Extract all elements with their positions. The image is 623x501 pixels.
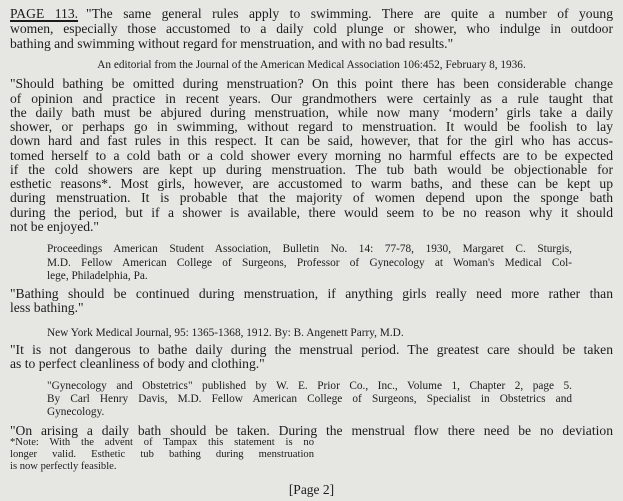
text-span: "The same general rules apply to swimming. There are quite a number of young bbox=[86, 6, 613, 21]
page-number-label: PAGE 113. bbox=[10, 6, 79, 21]
text-line: Proceedings American Student Association, Bulletin No. 14: 77-78, 1930, Margaret C. Sturgis, bbox=[47, 243, 572, 255]
text-line: An editorial from the Journal of the American Medical Association 106:452, February 8, 1936. bbox=[97, 59, 526, 71]
text-line: of opinion and practice in recent years. Our grandmothers were certainly as a rule taught that bbox=[10, 91, 613, 106]
text-line: if the cold showers are kept up during menstruation. The tub bath would be objectionable for bbox=[10, 162, 613, 177]
text-line: "It is not dangerous to bathe daily during the menstrual period. The greatest care should be taken bbox=[10, 342, 613, 357]
text-line: "Gynecology and Obstetrics" published by W. E. Prior Co., Inc., Volume 1, Chapter 2, page 5. bbox=[47, 380, 572, 392]
text-line: during menstruation. It is probable that the majority of women depend upon the sponge bath bbox=[10, 190, 613, 205]
text-line: down hard and fast rules in this respect. It can be said, however, that for the girl who has accus- bbox=[10, 133, 613, 148]
text-line: *Note: With the advent of Tampax this statement is no bbox=[10, 437, 314, 448]
text-line: tomed herself to a cold bath or a cold shower every morning no harmful effects are to be expected bbox=[10, 148, 613, 163]
text-line: as to perfect cleanliness of body and clothing." bbox=[10, 356, 265, 371]
text-line: esthetic reasons*. Most girls, however, are accustomed to warm baths, and these can be kept up bbox=[10, 176, 613, 191]
text-line: lege, Philadelphia, Pa. bbox=[47, 270, 148, 282]
text-line: "Should bathing be omitted during menstruation? On this point there has been considerable change bbox=[10, 76, 613, 91]
page-footer: [Page 2] bbox=[288, 482, 335, 497]
text-line: Gynecology. bbox=[47, 406, 105, 418]
text-line: longer valid. Esthetic tub bathing during menstruation bbox=[10, 449, 314, 460]
text-line: is now perfectly feasible. bbox=[10, 461, 117, 472]
text-line: not be enjoyed." bbox=[10, 219, 99, 234]
text-line bbox=[10, 6, 613, 22]
text-line: M.D. Fellow American College of Surgeons, Professor of Gynecology at Woman's Medical Col- bbox=[47, 257, 572, 269]
text-line: the daily bath must be abjured during menstruation, while now many ‘modern’ girls take a daily bbox=[10, 105, 613, 120]
text-line: New York Medical Journal, 95: 1365-1368, 1912. By: B. Angenett Parry, M.D. bbox=[47, 327, 404, 339]
text-line: less bathing." bbox=[10, 300, 84, 315]
text-line: bathing and swimming without regard for menstruation, and with no bad results." bbox=[10, 36, 454, 51]
text-line: "On arising a daily bath should be taken. During the menstrual flow there need be no deviation bbox=[10, 423, 613, 438]
text-line: during the period, but if a shower is available, there would seem to be no reason why it should bbox=[10, 205, 613, 220]
text-line: women, especially those accustomed to a daily cold plunge or shower, who indulge in outdoor bbox=[10, 21, 613, 36]
text-line: By Carl Henry Davis, M.D. Fellow American College of Surgeons, Specialist in Obstetrics and bbox=[47, 393, 572, 405]
text-line: "Bathing should be continued during menstruation, if anything girls really need more rather than bbox=[10, 286, 613, 301]
text-line: shower, or perhaps go in swimming, without regard to menstruation. It would be foolish to lay bbox=[10, 119, 613, 134]
